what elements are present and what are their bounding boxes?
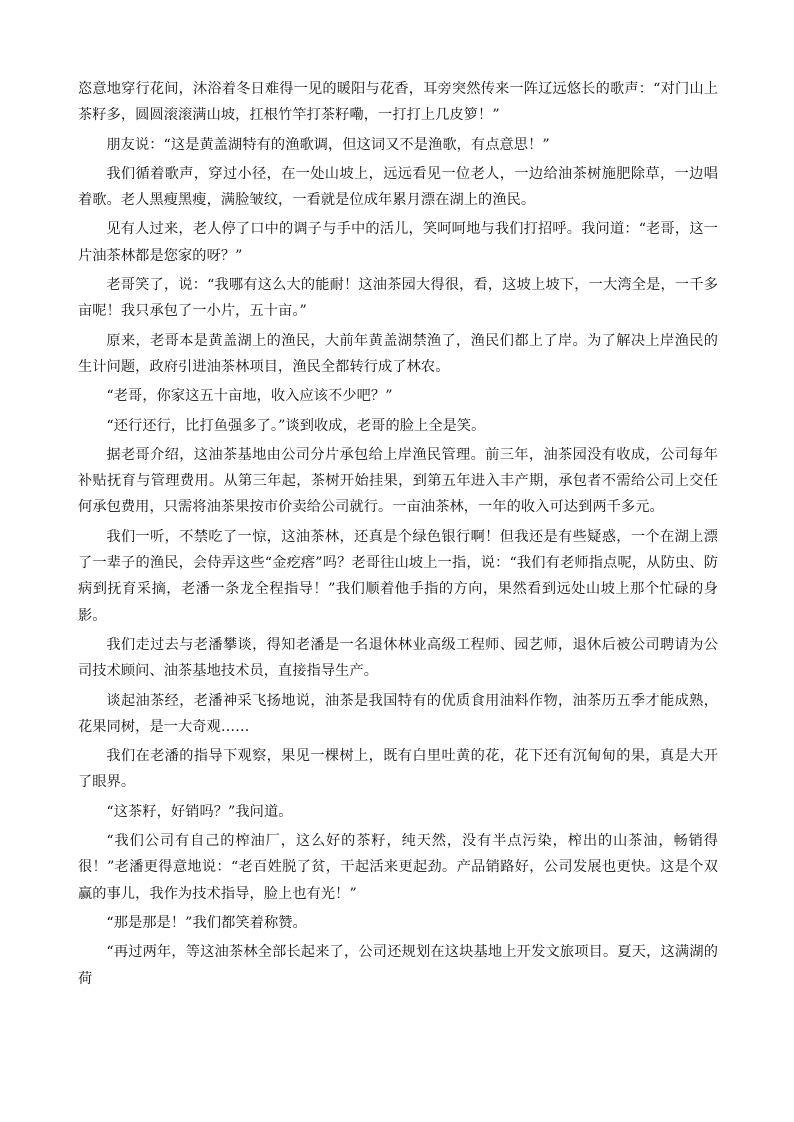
paragraph-12: 谈起油茶经，老潘神采飞扬地说，油茶是我国特有的优质食用油料作物，油茶历五季才能成熟，花果同树，是一大奇观…… (78, 692, 718, 735)
paragraph-6: 原来，老哥本是黄盖湖上的渔民，大前年黄盖湖禁渔了，渔民们都上了岸。为了解决上岸渔民的生计问题，政府引进油茶林项目，渔民全都转行成了林农。 (78, 332, 718, 375)
paragraph-9: 据老哥介绍，这油茶基地由公司分片承包给上岸渔民管理。前三年，油茶园没有收成，公司每年补贴抚育与管理费用。从第三年起，茶树开始挂果，到第五年进入丰产期，承包者不需给公司上交任何承包费用，只需将油茶果按市价卖给公司就行。一亩油茶林，一年的收入可达到两千多元。 (78, 446, 718, 516)
document-body (78, 76, 718, 995)
paragraph-11: 我们走过去与老潘攀谈，得知老潘是一名退休林业高级工程师、园艺师，退休后被公司聘请为公司技术顾问、油茶基地技术员，直接指导生产。 (78, 636, 718, 680)
paragraph-5: 老哥笑了，说：“我哪有这么大的能耐！这油茶园大得很，看，这坡上坡下，一大湾全是，一千多亩呢！我只承包了一小片，五十亩。” (78, 277, 718, 320)
paragraph-14: “这茶籽，好销吗？”我问道。 (106, 803, 293, 820)
paragraph-8: “还行还行，比打鱼强多了。”谈到收成，老哥的脸上全是笑。 (106, 417, 486, 434)
paragraph-16: “那是那是！”我们都笑着称赞。 (106, 914, 307, 931)
paragraph-15: “我们公司有自己的榨油厂，这么好的茶籽，纯天然，没有半点污染，榨出的山茶油，畅销得很！”老潘更得意地说：“老百姓脱了贫，干起活来更起劲。产品销路好，公司发展也更快。这是个双赢的事儿，我作为技术指导，脸上也有光！” (78, 833, 718, 902)
paragraph-17: “再过两年，等这油茶林全部长起来了，公司还规划在这块基地上开发文旅项目。夏天，这满湖的荷 (78, 944, 718, 987)
paragraph-10: 我们一听，不禁吃了一惊，这油茶林，还真是个绿色银行啊！但我还是有些疑惑，一个在湖上漂了一辈子的渔民，会侍弄这些“金疙瘩”吗？老哥往山坡上一指，说：“我们有老师指点呢，从防虫、防病到抚育采摘，老潘一条龙全程指导！”我们顺着他手指的方向，果然看到远处山坡上那个忙碌的身影。 (78, 528, 718, 624)
paragraph-7: “老哥，你家这五十亩地，收入应该不少吧？” (106, 388, 393, 405)
paragraph-13: 我们在老潘的指导下观察，果见一棵树上，既有白里吐黄的花，花下还有沉甸甸的果，真是大开了眼界。 (78, 748, 718, 791)
paragraph-2: 朋友说：“这是黄盖湖特有的渔歌调，但这词又不是渔歌，有点意思！” (106, 136, 550, 153)
paragraph-1: 恣意地穿行花间，沐浴着冬日难得一见的暖阳与花香，耳旁突然传来一阵辽远悠长的歌声：“对门山上茶籽多，圆圆滚滚满山坡，扛根竹竿打茶籽嘞，一打打上几皮箩！” (78, 81, 718, 124)
paragraph-4: 见有人过来，老人停了口中的调子与手中的活儿，笑呵呵地与我们打招呼。我问道：“老哥，这一片油茶林都是您家的呀？” (78, 221, 718, 264)
paragraph-3: 我们循着歌声，穿过小径，在一处山坡上，远远看见一位老人，一边给油茶树施肥除草，一边唱着歌。老人黑瘦黑瘦，满脸皱纹，一看就是位成年累月漂在湖上的渔民。 (78, 165, 718, 209)
